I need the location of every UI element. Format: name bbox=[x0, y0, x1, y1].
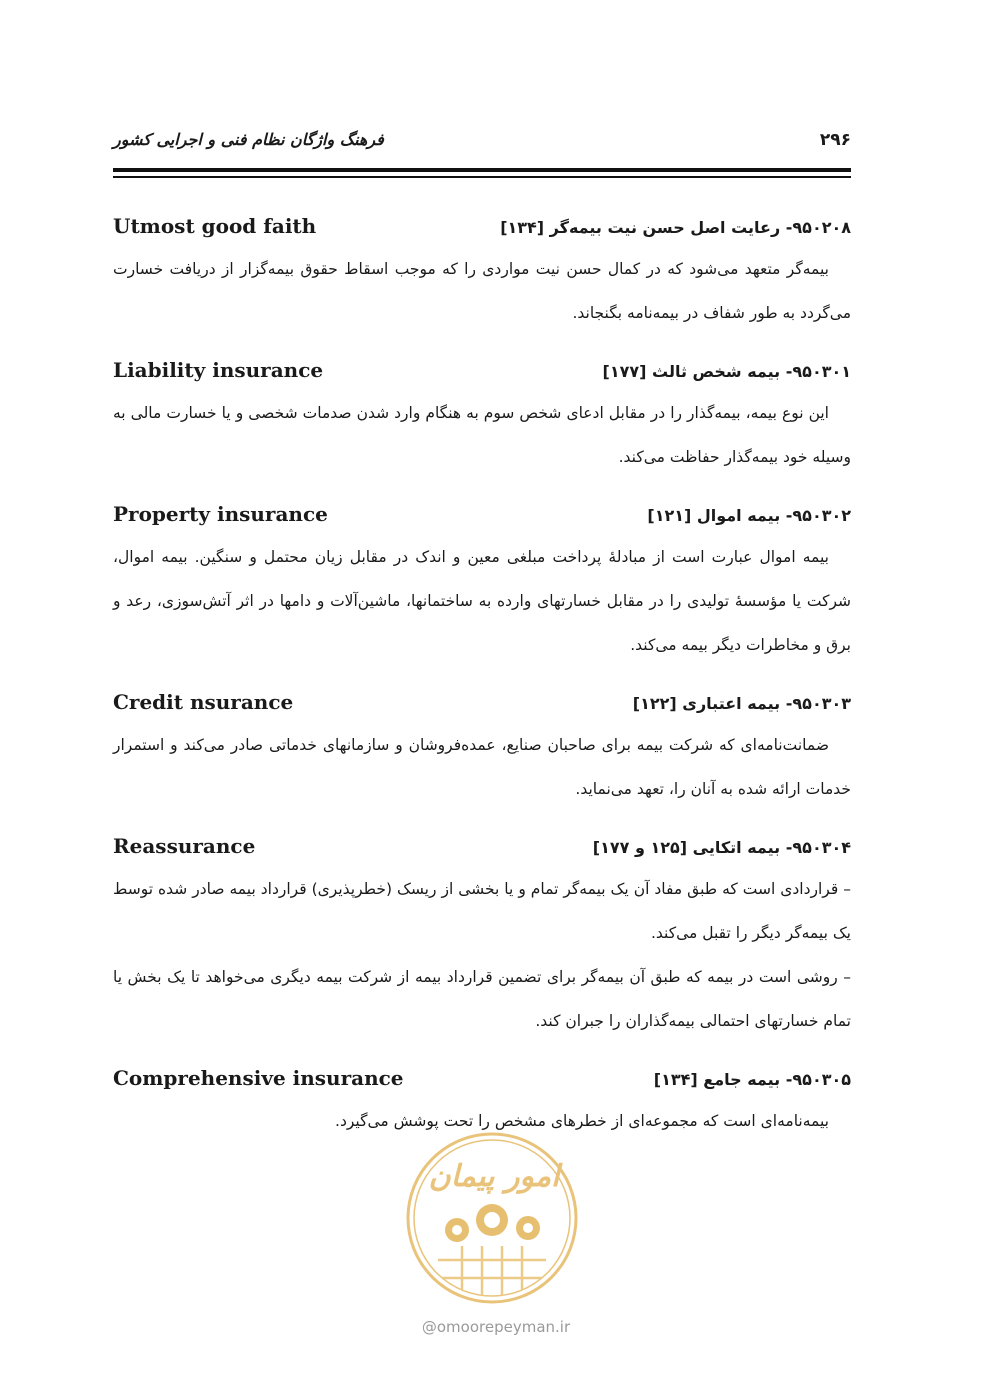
glossary-content bbox=[113, 205, 851, 1157]
term-english: Liability insurance bbox=[113, 358, 324, 382]
watermark-logo bbox=[402, 1128, 582, 1308]
term-english: Comprehensive insurance bbox=[113, 1066, 404, 1090]
definition-paragraph: بیمه اموال عبارت است از مبادلهٔ پرداخت مبلغی معین و اندک در مقابل زیان محتمل و سنگین. بیمه اموال، شرکت یا مؤسسهٔ تولیدی را در مقابل خسارتهای وارده به ساختمانها، ماشین‌آلات و دامها در اثر آتش‌سوزی، رعد و برق و مخاطرات دیگر بیمه می‌کند. bbox=[113, 548, 851, 654]
entry-heading bbox=[113, 493, 851, 535]
glossary-entry bbox=[113, 825, 851, 1043]
glossary-entry bbox=[113, 681, 851, 811]
term-persian: ۹۵۰۲۰۸- رعایت اصل حسن نیت بیمه‌گر [۱۳۴] bbox=[500, 218, 851, 237]
term-english: Utmost good faith bbox=[113, 214, 317, 238]
entry-heading bbox=[113, 681, 851, 723]
page-number: ۲۹۶ bbox=[819, 130, 851, 150]
term-english: Reassurance bbox=[113, 834, 256, 858]
term-english: Credit nsurance bbox=[113, 690, 294, 714]
logo-lettering: امور پیمان bbox=[428, 1159, 560, 1194]
definition-paragraph: ضمانت‌نامه‌ای که شرکت بیمه برای صاحبان صنایع، عمده‌فروشان و سازمانهای خدماتی صادر می‌کند و استمرار خدمات ارائه شده به آنان را، تعهد می‌نماید. bbox=[113, 736, 851, 798]
entry-heading bbox=[113, 1057, 851, 1099]
glossary-entry bbox=[113, 493, 851, 667]
glossary-entry bbox=[113, 205, 851, 335]
definition-paragraph: بیمه‌گر متعهد می‌شود که در کمال حسن نیت مواردی را که موجب اسقاط حقوق بیمه‌گزار از دریافت خسارت می‌گردد به طور شفاف در بیمه‌نامه بگنجاند. bbox=[113, 260, 851, 322]
watermark-seal-icon bbox=[402, 1128, 582, 1308]
entry-heading bbox=[113, 825, 851, 867]
term-persian: ۹۵۰۳۰۴- بیمه اتکایی [۱۲۵ و ۱۷۷] bbox=[592, 838, 851, 857]
header-rule-thin bbox=[113, 176, 851, 178]
term-persian: ۹۵۰۳۰۳- بیمه اعتباری [۱۲۲] bbox=[632, 694, 851, 713]
definition-paragraph: بیمه‌نامه‌ای است که مجموعه‌ای از خطرهای مشخص را تحت پوشش می‌گیرد. bbox=[335, 1112, 829, 1130]
watermark-site: @omoorepeyman.ir bbox=[421, 1318, 571, 1336]
term-persian: ۹۵۰۳۰۲- بیمه اموال [۱۲۱] bbox=[647, 506, 851, 525]
glossary-entry bbox=[113, 349, 851, 479]
definition-paragraph: – قراردادی است که طبق مفاد آن یک بیمه‌گر تمام و یا بخشی از ریسک (خطرپذیری) قرارداد بیمه صادر شده توسط یک بیمه‌گر دیگر را تقبل می‌کند. bbox=[113, 880, 851, 942]
term-persian: ۹۵۰۳۰۱- بیمه شخص ثالث [۱۷۷] bbox=[602, 362, 851, 381]
header-rule-thick bbox=[113, 168, 851, 172]
definition-paragraph: – روشی است در بیمه که طبق آن بیمه‌گر برای تضمین قرارداد بیمه از شرکت بیمه دیگری می‌خواهد تا یک بخش یا تمام خسارتهای احتمالی بیمه‌گذاران را جبران کند. bbox=[113, 968, 851, 1030]
entry-heading bbox=[113, 349, 851, 391]
definition-paragraph: این نوع بیمه، بیمه‌گذار را در مقابل ادعای شخص سوم به هنگام وارد شدن صدمات شخصی و یا خسارت مالی به وسیله خود بیمه‌گذار حفاظت می‌کند. bbox=[113, 404, 851, 466]
term-english: Property insurance bbox=[113, 502, 328, 526]
page-header bbox=[113, 128, 851, 164]
entry-heading bbox=[113, 205, 851, 247]
running-title: فرهنگ واژگان نظام فنی و اجرایی کشور bbox=[113, 130, 384, 149]
term-persian: ۹۵۰۳۰۵- بیمه جامع [۱۳۴] bbox=[653, 1070, 851, 1089]
